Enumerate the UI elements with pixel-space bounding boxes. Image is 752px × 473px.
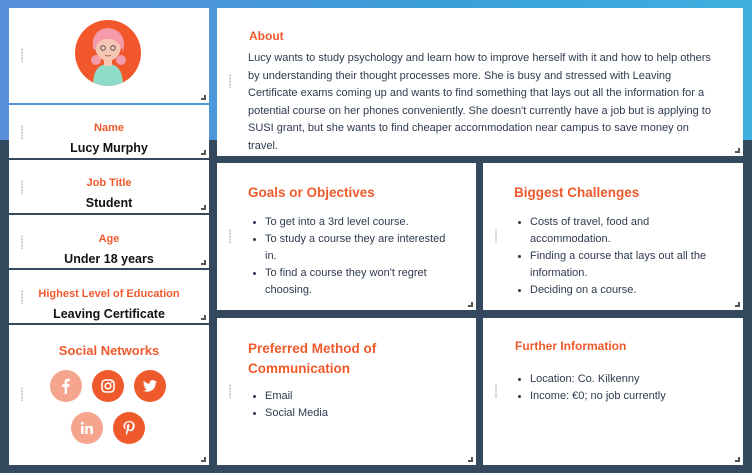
resize-handle-icon[interactable]: [735, 457, 740, 462]
age-label: Age: [98, 233, 120, 245]
resize-handle-icon[interactable]: [468, 457, 473, 462]
drag-handle-icon[interactable]: [228, 74, 232, 88]
about-card[interactable]: [217, 8, 743, 156]
name-value: Lucy Murphy: [70, 141, 148, 155]
list-item: To find a course they won't regret choosing.: [251, 265, 451, 299]
about-title: About: [249, 29, 284, 43]
social-networks-title: Social Networks: [58, 343, 160, 358]
resize-handle-icon[interactable]: [735, 148, 740, 153]
job-title-card[interactable]: [9, 160, 209, 213]
challenges-title: Biggest Challenges: [514, 185, 640, 200]
communication-title: Preferred Method of Communication: [248, 341, 377, 376]
education-value: Leaving Certificate: [53, 307, 165, 321]
education-card[interactable]: [9, 270, 209, 323]
list-item: Email: [251, 388, 451, 405]
communication-card[interactable]: [217, 318, 476, 465]
communication-list: [251, 388, 451, 422]
avatar: [75, 20, 141, 86]
list-item: Income: €0; no job currently: [516, 388, 726, 405]
drag-handle-icon[interactable]: [494, 384, 498, 398]
challenges-list: [516, 214, 716, 299]
further-info-title: Further Information: [515, 339, 627, 353]
resize-handle-icon[interactable]: [201, 315, 206, 320]
resize-handle-icon[interactable]: [201, 150, 206, 155]
social-networks-card[interactable]: [9, 325, 209, 465]
resize-handle-icon[interactable]: [201, 95, 206, 100]
drag-handle-icon[interactable]: [20, 387, 24, 401]
list-item: Location: Co. Kilkenny: [516, 371, 726, 388]
job-title-value: Student: [85, 196, 133, 210]
goals-title: Goals or Objectives: [248, 185, 375, 200]
name-label: Name: [94, 122, 124, 134]
goals-card[interactable]: [217, 163, 476, 310]
challenges-card[interactable]: [483, 163, 743, 310]
twitter-icon[interactable]: [134, 370, 166, 402]
list-item: Social Media: [251, 405, 451, 422]
resize-handle-icon[interactable]: [201, 205, 206, 210]
list-item: To get into a 3rd level course.: [251, 214, 451, 231]
list-item: Costs of travel, food and accommodation.: [516, 214, 716, 248]
avatar-illustration-icon: [75, 20, 141, 86]
list-item: Deciding on a course.: [516, 282, 716, 299]
further-info-card[interactable]: [483, 318, 743, 465]
drag-handle-icon[interactable]: [228, 384, 232, 398]
drag-handle-icon[interactable]: [494, 229, 498, 243]
age-card[interactable]: [9, 215, 209, 268]
name-card[interactable]: [9, 105, 209, 158]
further-info-list: [516, 371, 726, 405]
avatar-card[interactable]: [9, 8, 209, 103]
linkedin-icon[interactable]: [71, 412, 103, 444]
facebook-icon[interactable]: [50, 370, 82, 402]
resize-handle-icon[interactable]: [201, 260, 206, 265]
job-title-label: Job Title: [86, 177, 132, 189]
resize-handle-icon[interactable]: [735, 302, 740, 307]
goals-list: [251, 214, 451, 299]
education-label: Highest Level of Education: [38, 288, 180, 300]
resize-handle-icon[interactable]: [201, 457, 206, 462]
about-text: Lucy wants to study psychology and learn how to improve herself with it and how to help others by understanding their thought processes more. She is busy and stressed with Leaving Certificate exams coming up and wants to find something that lays out all the information for a potential course on her phones conveniently. She doesn't currently have a job but is applying to SUSI grant, but she wants to find cheaper accommodation near campus to save money on travel.: [248, 52, 711, 152]
list-item: Finding a course that lays out all the information.: [516, 248, 716, 282]
pinterest-icon[interactable]: [113, 412, 145, 444]
drag-handle-icon[interactable]: [20, 48, 24, 62]
drag-handle-icon[interactable]: [228, 229, 232, 243]
list-item: To study a course they are interested in.: [251, 231, 451, 265]
age-value: Under 18 years: [64, 252, 154, 266]
resize-handle-icon[interactable]: [468, 302, 473, 307]
instagram-icon[interactable]: [92, 370, 124, 402]
